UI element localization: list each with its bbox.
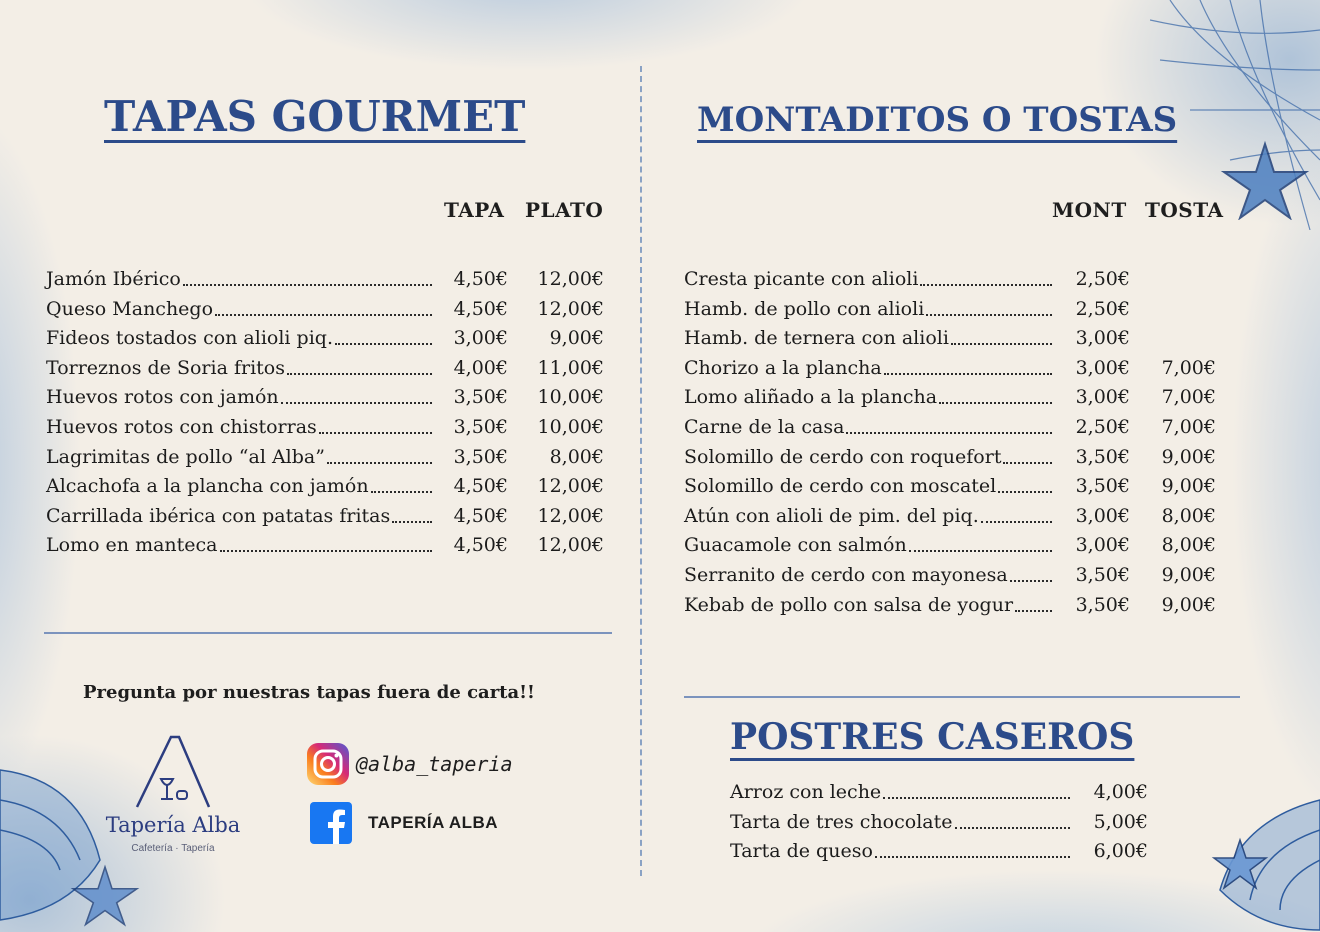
postres-item-name: Tarta de tres chocolate [730, 810, 953, 833]
tapas-item-price: 3,50€ [453, 445, 508, 468]
facebook-link[interactable] [310, 802, 498, 844]
leader-dots [926, 314, 1052, 316]
postres-item-price: 4,00€ [1093, 781, 1148, 803]
left-section-rule [44, 632, 612, 634]
tapas-item-price: 4,50€ [453, 475, 508, 498]
montaditos-item [684, 590, 1056, 620]
postres-title: POSTRES CASEROS [730, 716, 1135, 758]
brand-logo [88, 735, 258, 860]
tapas-item-price-large: 11,00€ [537, 356, 604, 379]
postres-item [730, 836, 1074, 866]
tapas-item-price-large: 9,00€ [549, 327, 604, 350]
leader-dots [319, 432, 432, 434]
tapas-item [46, 323, 436, 353]
montaditos-item [684, 560, 1056, 590]
montaditos-item-name: Hamb. de ternera con alioli [684, 327, 949, 350]
tapas-item [46, 530, 436, 560]
montaditos-col-mont: MONT [1052, 198, 1127, 222]
montaditos-item [684, 471, 1056, 501]
leader-dots [955, 827, 1071, 829]
tapas-item-name: Torreznos de Soria fritos [46, 356, 285, 379]
tapas-item-price-large: 10,00€ [537, 386, 604, 409]
leader-dots [920, 284, 1052, 286]
leader-dots [981, 521, 1052, 523]
tapas-col-plato: PLATO [525, 198, 604, 222]
instagram-handle: @alba_taperia [356, 752, 513, 776]
montaditos-item-price-large: 7,00€ [1161, 416, 1216, 438]
montaditos-item-price-large [1136, 294, 1216, 324]
montaditos-item-price: 2,50€ [1075, 268, 1130, 290]
montaditos-item-name: Solomillo de cerdo con roquefort [684, 445, 1002, 468]
tapas-item [46, 442, 436, 472]
postres-item [730, 777, 1074, 807]
leader-dots [287, 373, 432, 375]
montaditos-item-name: Kebab de pollo con salsa de yogur [684, 593, 1014, 616]
tapas-item-name: Queso Manchego [46, 297, 214, 320]
tapas-col-tapa: TAPA [444, 198, 505, 222]
tapas-item-price: 3,50€ [453, 386, 508, 409]
tapas-item-name: Lomo en manteca [46, 534, 218, 557]
leader-dots [1010, 580, 1052, 582]
tapas-item [46, 353, 436, 383]
tapas-item-price-large: 12,00€ [537, 475, 604, 498]
montaditos-item [684, 442, 1056, 472]
leader-dots [215, 314, 432, 316]
montaditos-item [684, 412, 1056, 442]
montaditos-item-price-large: 9,00€ [1161, 445, 1216, 468]
leader-dots [281, 402, 432, 404]
tapas-item-price-large: 10,00€ [537, 416, 604, 438]
leader-dots [371, 491, 432, 493]
postres-item-price: 6,00€ [1093, 840, 1148, 863]
leader-dots [846, 432, 1052, 434]
logo-mark-icon [133, 735, 213, 809]
leader-dots [335, 343, 432, 345]
leader-dots [392, 521, 432, 523]
tapas-item-price-large: 8,00€ [549, 445, 604, 468]
off-menu-note: Pregunta por nuestras tapas fuera de carta!! [83, 682, 535, 703]
montaditos-item-price: 3,50€ [1075, 475, 1130, 498]
montaditos-item-name: Serranito de cerdo con mayonesa [684, 564, 1008, 586]
leader-dots [883, 797, 1070, 799]
montaditos-item-price-large [1136, 323, 1216, 353]
tapas-item [46, 501, 436, 531]
montaditos-item-price: 3,50€ [1075, 564, 1130, 586]
montaditos-item-name: Carne de la casa [684, 416, 845, 438]
leader-dots [327, 462, 432, 464]
montaditos-item [684, 264, 1056, 294]
montaditos-item-price: 3,50€ [1075, 593, 1130, 616]
tapas-item-price: 3,50€ [453, 416, 508, 438]
leader-dots [884, 373, 1052, 375]
leader-dots [998, 491, 1052, 493]
tapas-item [46, 412, 436, 442]
tapas-item [46, 471, 436, 501]
tapas-item-name: Huevos rotos con chistorras [46, 416, 317, 438]
montaditos-item-price: 3,00€ [1075, 356, 1130, 379]
tapas-item-price: 4,50€ [453, 297, 508, 320]
montaditos-title: MONTADITOS O TOSTAS [697, 100, 1178, 140]
montaditos-item-name: Atún con alioli de pim. del piq. [684, 504, 979, 527]
leader-dots [909, 550, 1052, 552]
tapas-item-price-large: 12,00€ [537, 268, 604, 290]
leader-dots [183, 284, 432, 286]
tapas-item [46, 382, 436, 412]
montaditos-item-price-large: 8,00€ [1161, 504, 1216, 527]
tapas-item [46, 294, 436, 324]
montaditos-item-name: Cresta picante con alioli [684, 268, 919, 290]
tapas-item-name: Huevos rotos con jamón [46, 386, 279, 409]
tapas-item-price: 4,00€ [453, 356, 508, 379]
montaditos-item-price: 2,50€ [1075, 416, 1130, 438]
postres-item [730, 807, 1074, 837]
tapas-item-price: 4,50€ [453, 504, 508, 527]
starfish-icon [1220, 140, 1310, 220]
postres-item-price: 5,00€ [1093, 810, 1148, 833]
montaditos-item-price: 3,00€ [1075, 327, 1130, 350]
leader-dots [1015, 610, 1052, 612]
montaditos-item-price-large: 9,00€ [1161, 564, 1216, 586]
tapas-item-name: Carrillada ibérica con patatas fritas [46, 504, 391, 527]
montaditos-item-price: 3,00€ [1075, 386, 1130, 409]
tapas-item-price-large: 12,00€ [537, 504, 604, 527]
montaditos-item-name: Lomo aliñado a la plancha [684, 386, 938, 409]
seashell-icon [1200, 780, 1320, 932]
montaditos-item-price: 3,00€ [1075, 504, 1130, 527]
montaditos-item [684, 353, 1056, 383]
tapas-item-price-large: 12,00€ [537, 534, 604, 557]
montaditos-item [684, 382, 1056, 412]
tapas-item [46, 264, 436, 294]
postres-item-name: Tarta de queso [730, 840, 873, 863]
montaditos-item [684, 530, 1056, 560]
montaditos-item-price: 3,00€ [1075, 534, 1130, 557]
leader-dots [1003, 462, 1052, 464]
tapas-item-price: 4,50€ [453, 534, 508, 557]
leader-dots [220, 550, 432, 552]
tapas-item-name: Lagrimitas de pollo “al Alba” [46, 445, 325, 468]
tapas-item-price-large: 12,00€ [537, 297, 604, 320]
starfish-icon [70, 860, 140, 930]
montaditos-item-price-large: 8,00€ [1161, 534, 1216, 557]
montaditos-item-price-large: 7,00€ [1161, 356, 1216, 379]
facebook-icon [310, 802, 352, 844]
postres-item-name: Arroz con leche [730, 781, 882, 803]
right-section-rule [684, 696, 1240, 698]
montaditos-item [684, 294, 1056, 324]
montaditos-item-name: Chorizo a la plancha [684, 356, 882, 379]
montaditos-item-price: 3,50€ [1075, 445, 1130, 468]
logo-name: Tapería Alba [105, 813, 241, 837]
montaditos-item-price-large: 7,00€ [1161, 386, 1216, 409]
montaditos-col-tosta: TOSTA [1145, 198, 1224, 222]
instagram-link[interactable] [306, 742, 513, 786]
tapas-title: TAPAS GOURMET [104, 92, 526, 141]
montaditos-item-name: Guacamole con salmón [684, 534, 907, 557]
montaditos-item [684, 501, 1056, 531]
tapas-item-price: 3,00€ [453, 327, 508, 350]
vertical-divider [640, 66, 642, 876]
montaditos-item-name: Solomillo de cerdo con moscatel [684, 475, 997, 498]
montaditos-item-price-large [1136, 264, 1216, 294]
tapas-item-name: Fideos tostados con alioli piq. [46, 327, 333, 350]
logo-subtitle: Cafetería · Tapería [131, 843, 215, 854]
montaditos-item [684, 323, 1056, 353]
facebook-name: TAPERÍA ALBA [368, 813, 499, 832]
montaditos-item-name: Hamb. de pollo con alioli [684, 297, 925, 320]
leader-dots [951, 343, 1052, 345]
leader-dots [939, 402, 1052, 404]
montaditos-item-price-large: 9,00€ [1161, 593, 1216, 616]
tapas-item-name: Jamón Ibérico [46, 268, 181, 290]
tapas-item-price: 4,50€ [453, 268, 508, 290]
montaditos-item-price: 2,50€ [1075, 297, 1130, 320]
instagram-icon [306, 742, 350, 786]
tapas-item-name: Alcachofa a la plancha con jamón [46, 475, 369, 498]
montaditos-item-price-large: 9,00€ [1161, 475, 1216, 498]
leader-dots [875, 856, 1070, 858]
